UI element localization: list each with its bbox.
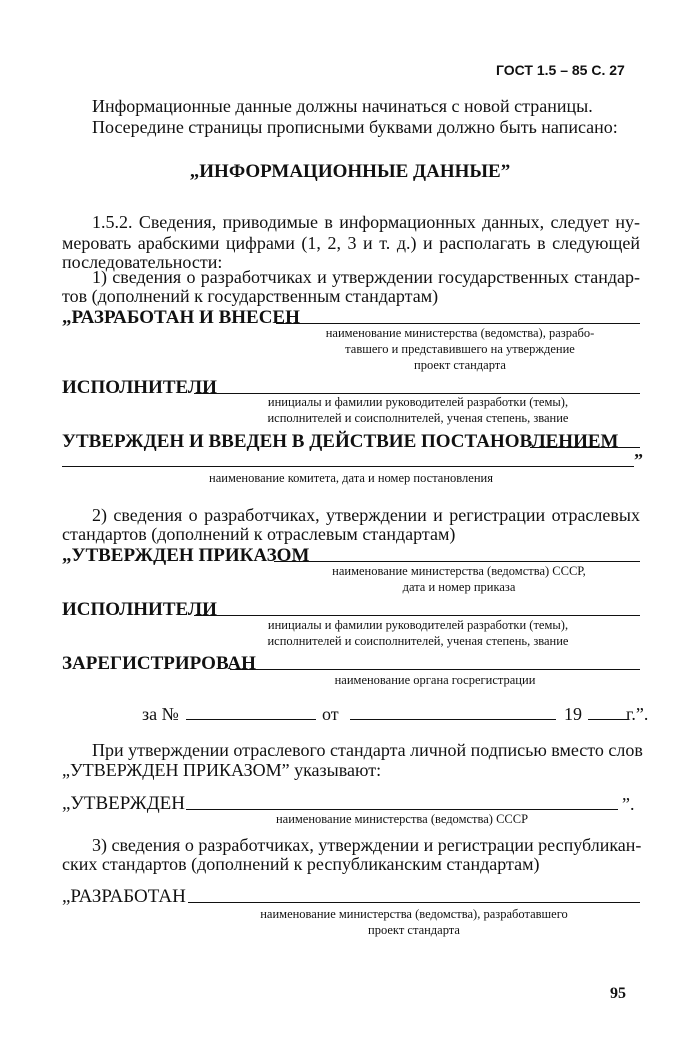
ispolniteli-label-2: ИСПОЛНИТЕЛИ bbox=[62, 599, 217, 620]
razrabotan-label: „РАЗРАБОТАН bbox=[62, 886, 186, 907]
razrabotan-blank bbox=[188, 902, 640, 903]
zaregistrirovan-label: ЗАРЕГИСТРИРОВАН bbox=[62, 653, 256, 674]
note-line-2: „УТВЕРЖДЕН ПРИКАЗОМ” указывают: bbox=[62, 760, 382, 780]
razrabotan-hint-b: проект стандарта bbox=[368, 923, 460, 937]
utverzhden-prikazom-blank bbox=[274, 561, 640, 562]
clause-line-2: меровать арабскими цифрами (1, 2, 3 и т. д.) и располагать в следующей bbox=[62, 233, 640, 253]
ispolniteli-hint-2b: исполнителей и соисполнителей, ученая степень, звание bbox=[267, 634, 569, 648]
ispolniteli-hint-1a: инициалы и фамилии руководителей разработки (темы), bbox=[267, 395, 569, 409]
page-number: 95 bbox=[610, 985, 626, 1002]
item3-line-1: 3) сведения о разработчиках, утверждении и регистрации республикан- bbox=[92, 835, 642, 855]
zaregistrirovan-blank bbox=[230, 669, 640, 670]
utverzhden-hint-ministry: наименование министерства (ведомства) СССР bbox=[275, 812, 529, 826]
utverzhden-blank bbox=[186, 809, 618, 810]
utverzhden-hint: наименование комитета, дата и номер постановления bbox=[209, 471, 493, 485]
za-nomer-blank bbox=[186, 719, 316, 720]
year-blank bbox=[588, 719, 628, 720]
item3-line-2: ских стандартов (дополнений к республиканским стандартам) bbox=[62, 854, 540, 874]
utverzhden-label: „УТВЕРЖДЕН bbox=[62, 793, 185, 814]
year-suffix: г.”. bbox=[626, 704, 649, 724]
intro-line-1: Информационные данные должны начинаться с новой страницы. bbox=[92, 96, 593, 116]
prikaz-hint-1: наименование министерства (ведомства) СССР, bbox=[332, 564, 586, 578]
razrabotan-vnesen-blank bbox=[276, 323, 640, 324]
document-reference: ГОСТ 1.5 – 85 С. 27 bbox=[496, 62, 625, 78]
clause-line-3: последовательности: bbox=[62, 252, 223, 272]
utverzhden-close-quote: ” bbox=[634, 450, 643, 470]
razrabotan-hint-3: проект стандарта bbox=[414, 358, 506, 372]
utverzhden-vveden-blank-2 bbox=[62, 466, 634, 467]
note-line-1: При утверждении отраслевого стандарта личной подписью вместо слов bbox=[92, 740, 643, 760]
utverzhden-vveden-label: УТВЕРЖДЕН И ВВЕДЕН В ДЕЙСТВИЕ ПОСТАНОВЛЕНИЕМ bbox=[62, 431, 619, 452]
utverzhden-vveden-blank-1 bbox=[530, 447, 640, 448]
ispolniteli-label-1: ИСПОЛНИТЕЛИ bbox=[62, 377, 217, 398]
year-prefix: 19 bbox=[564, 704, 582, 724]
ot-label: от bbox=[322, 704, 339, 724]
razrabotan-hint-2: тавшего и представившего на утверждение bbox=[345, 342, 575, 356]
razrabotan-hint-a: наименование министерства (ведомства), разработавшего bbox=[260, 907, 568, 921]
utverzhden-prikazom-label: „УТВЕРЖДЕН ПРИКАЗОМ bbox=[62, 545, 310, 566]
razrabotan-vnesen-label: „РАЗРАБОТАН И ВНЕСЕН bbox=[62, 307, 300, 328]
razrabotan-hint-1: наименование министерства (ведомства), разрабо- bbox=[325, 326, 595, 340]
item1-line-1: 1) сведения о разработчиках и утверждении государственных стандар- bbox=[92, 267, 640, 287]
za-nomer-label: за № bbox=[142, 704, 179, 724]
ispolniteli-blank-2 bbox=[194, 615, 640, 616]
item1-line-2: тов (дополнений к государственным стандартам) bbox=[62, 286, 439, 306]
item2-line-1: 2) сведения о разработчиках, утверждении и регистрации отраслевых bbox=[92, 505, 640, 525]
ispolniteli-hint-1b: исполнителей и соисполнителей, ученая степень, звание bbox=[267, 411, 569, 425]
item2-line-2: стандартов (дополнений к отраслевым стандартам) bbox=[62, 524, 456, 544]
ispolniteli-blank-1 bbox=[194, 393, 640, 394]
section-title: „ИНФОРМАЦИОННЫЕ ДАННЫЕ” bbox=[189, 161, 511, 182]
intro-line-2: Посередине страницы прописными буквами должно быть написано: bbox=[92, 117, 618, 137]
utverzhden-end: ”. bbox=[622, 794, 635, 814]
ot-date-blank bbox=[350, 719, 556, 720]
zaregistrirovan-hint: наименование органа госрегистрации bbox=[334, 673, 536, 687]
ispolniteli-hint-2a: инициалы и фамилии руководителей разработки (темы), bbox=[267, 618, 569, 632]
clause-line-1: 1.5.2. Сведения, приводимые в информационных данных, следует ну- bbox=[92, 212, 640, 232]
prikaz-hint-2: дата и номер приказа bbox=[402, 580, 516, 594]
